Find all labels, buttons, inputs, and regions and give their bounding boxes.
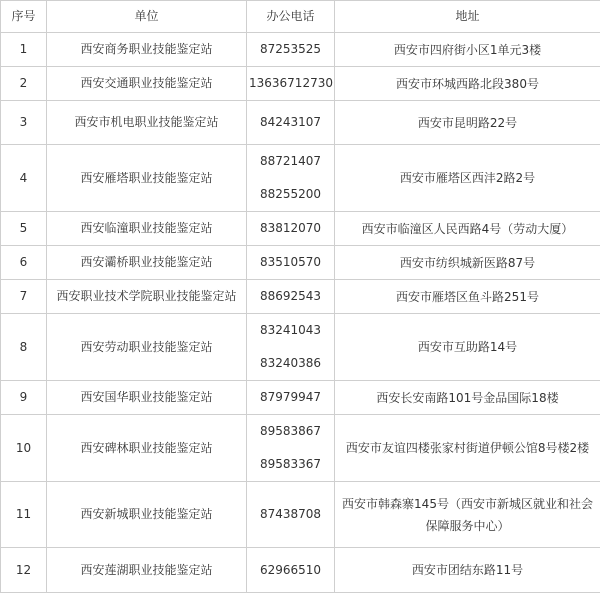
table-header-row — [1, 1, 600, 33]
header-unit: 单位 — [47, 1, 247, 33]
phone-number: 83241043 — [259, 323, 322, 337]
table-row — [1, 482, 600, 548]
cell-serial-number: 7 — [1, 280, 47, 314]
phone-number: 83510570 — [259, 255, 322, 269]
cell-office-phone — [247, 33, 335, 67]
cell-address: 西安市四府街小区1单元3楼 — [335, 33, 600, 67]
phone-number: 87253525 — [259, 42, 322, 56]
phone-number: 88692543 — [259, 289, 322, 303]
cell-unit: 西安临潼职业技能鉴定站 — [47, 212, 247, 246]
cell-address: 西安市纺织城新医路87号 — [335, 246, 600, 280]
cell-serial-number: 3 — [1, 101, 47, 145]
phone-number: 62966510 — [259, 562, 322, 577]
cell-address: 西安市雁塔区鱼斗路251号 — [335, 280, 600, 314]
table-row — [1, 246, 600, 280]
table-row — [1, 101, 600, 145]
cell-serial-number: 8 — [1, 314, 47, 381]
cell-unit: 西安职业技术学院职业技能鉴定站 — [47, 280, 247, 314]
cell-address: 西安市昆明路22号 — [335, 101, 600, 145]
cell-serial-number: 4 — [1, 145, 47, 212]
cell-unit: 西安国华职业技能鉴定站 — [47, 381, 247, 415]
header-serial-number: 序号 — [1, 1, 47, 33]
cell-serial-number: 10 — [1, 415, 47, 482]
cell-address: 西安市韩森寨145号（西安市新城区就业和社会保障服务中心） — [335, 482, 600, 548]
phone-number: 13636712730 — [249, 76, 333, 90]
phone-number: 87438708 — [259, 507, 322, 521]
cell-office-phone — [247, 101, 335, 145]
cell-unit: 西安雁塔职业技能鉴定站 — [47, 145, 247, 212]
cell-serial-number: 1 — [1, 33, 47, 67]
phone-number: 87979947 — [259, 390, 322, 404]
cell-serial-number: 11 — [1, 482, 47, 548]
table-row — [1, 415, 600, 482]
cell-address: 西安市环城西路北段380号 — [335, 67, 600, 101]
table-row — [1, 381, 600, 415]
phone-number: 89583367 — [259, 457, 322, 471]
table-row — [1, 212, 600, 246]
cell-unit: 西安新城职业技能鉴定站 — [47, 482, 247, 548]
cell-serial-number: 6 — [1, 246, 47, 280]
phone-number: 84243107 — [259, 115, 322, 129]
cell-office-phone — [247, 482, 335, 548]
cell-office-phone — [247, 314, 335, 381]
cell-unit: 西安莲湖职业技能鉴定站 — [47, 548, 247, 593]
cell-office-phone — [247, 415, 335, 482]
cell-office-phone — [247, 145, 335, 212]
phone-number: 88721407 — [259, 154, 322, 168]
table-row — [1, 548, 600, 593]
table-body — [1, 33, 600, 593]
cell-address: 西安市团结东路11号 — [335, 548, 600, 593]
phone-number: 88255200 — [259, 187, 322, 201]
cell-office-phone — [247, 246, 335, 280]
header-address: 地址 — [335, 1, 600, 33]
cell-address: 西安市互助路14号 — [335, 314, 600, 381]
cell-serial-number: 5 — [1, 212, 47, 246]
cell-address: 西安市友谊四楼张家村街道伊顿公馆8号楼2楼 — [335, 415, 600, 482]
table-row — [1, 314, 600, 381]
cell-unit: 西安碑林职业技能鉴定站 — [47, 415, 247, 482]
header-office-phone: 办公电话 — [247, 1, 335, 33]
cell-office-phone — [247, 280, 335, 314]
cell-address: 西安市临潼区人民西路4号（劳动大厦） — [335, 212, 600, 246]
cell-unit: 西安市机电职业技能鉴定站 — [47, 101, 247, 145]
cell-office-phone — [247, 548, 335, 593]
cell-address: 西安市雁塔区西沣2路2号 — [335, 145, 600, 212]
table-row — [1, 280, 600, 314]
cell-serial-number: 12 — [1, 548, 47, 593]
phone-number: 83240386 — [259, 356, 322, 370]
cell-office-phone — [247, 381, 335, 415]
cell-unit: 西安劳动职业技能鉴定站 — [47, 314, 247, 381]
cell-serial-number: 9 — [1, 381, 47, 415]
table-row — [1, 145, 600, 212]
cell-office-phone — [247, 212, 335, 246]
table-row — [1, 33, 600, 67]
cell-unit: 西安灞桥职业技能鉴定站 — [47, 246, 247, 280]
table-row — [1, 67, 600, 101]
cell-office-phone — [247, 67, 335, 101]
cell-unit: 西安商务职业技能鉴定站 — [47, 33, 247, 67]
cell-unit: 西安交通职业技能鉴定站 — [47, 67, 247, 101]
cell-serial-number: 2 — [1, 67, 47, 101]
phone-number: 89583867 — [259, 424, 322, 438]
phone-number: 83812070 — [259, 221, 322, 235]
cell-address: 西安长安南路101号金品国际18楼 — [335, 381, 600, 415]
